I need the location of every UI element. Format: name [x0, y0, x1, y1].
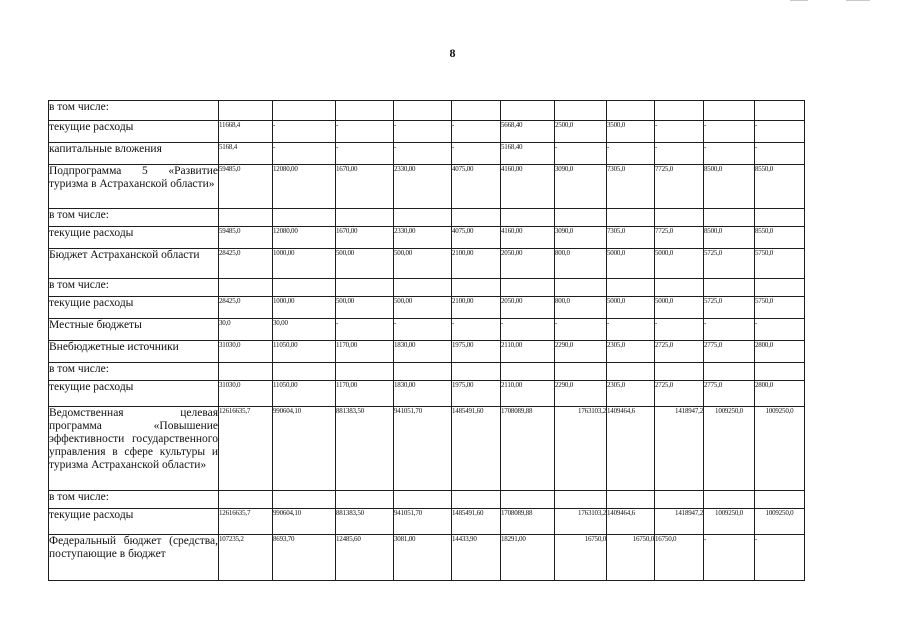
cell-year: 881383,50: [336, 509, 394, 535]
cell-year: -: [607, 319, 655, 341]
cell-year: 1000,00: [273, 249, 336, 279]
cell-year: [452, 363, 501, 381]
cell-year: 941051,70: [394, 509, 452, 535]
cell-year: 18291,00: [501, 535, 555, 581]
cell-year: 1485491,60: [452, 407, 501, 491]
cell-year: [555, 491, 607, 509]
cell-year: 8550,0: [755, 165, 805, 209]
cell-year: [607, 209, 655, 227]
cell-year: -: [655, 319, 704, 341]
cell-year: [755, 363, 805, 381]
table-row: [49, 279, 805, 297]
cell-year: 5000,0: [607, 297, 655, 319]
scan-edge-mark: [790, 0, 808, 1]
cell-total: [219, 279, 273, 297]
cell-year: 2330,00: [394, 165, 452, 209]
table-row: [49, 363, 805, 381]
cell-year: 3090,0: [555, 165, 607, 209]
cell-total: [219, 209, 273, 227]
cell-year: 16750,0: [555, 535, 607, 581]
cell-year: [555, 363, 607, 381]
cell-year: 4075,00: [452, 165, 501, 209]
cell-year: -: [336, 319, 394, 341]
cell-year: 2800,0: [755, 341, 805, 363]
row-label: текущие расходы: [49, 509, 219, 535]
cell-year: 1009250,0: [755, 407, 805, 491]
cell-year: [273, 363, 336, 381]
table-row: [49, 249, 805, 279]
table-row: [49, 491, 805, 509]
cell-year: [755, 279, 805, 297]
cell-total: 28425,0: [219, 297, 273, 319]
cell-year: [336, 363, 394, 381]
cell-year: [755, 101, 805, 121]
cell-year: [704, 279, 755, 297]
cell-year: 7305,0: [607, 227, 655, 249]
table-row: [49, 297, 805, 319]
cell-year: -: [704, 121, 755, 143]
cell-year: 5000,0: [655, 249, 704, 279]
cell-year: [394, 209, 452, 227]
cell-year: 1170,00: [336, 341, 394, 363]
cell-year: [452, 101, 501, 121]
cell-year: 500,00: [394, 297, 452, 319]
cell-year: 1009250,0: [704, 509, 755, 535]
table-row: [49, 227, 805, 249]
cell-year: 12485,60: [336, 535, 394, 581]
cell-year: -: [336, 143, 394, 165]
cell-year: 881383,50: [336, 407, 394, 491]
cell-year: [336, 101, 394, 121]
cell-year: 2110,00: [501, 381, 555, 407]
cell-year: [555, 101, 607, 121]
row-label: текущие расходы: [49, 297, 219, 319]
cell-year: -: [755, 143, 805, 165]
cell-year: 3500,0: [607, 121, 655, 143]
cell-year: 11050,00: [273, 341, 336, 363]
cell-year: [394, 363, 452, 381]
table-row: [49, 341, 805, 363]
cell-year: 5668,40: [501, 121, 555, 143]
cell-year: [394, 101, 452, 121]
cell-year: 1409464,6: [607, 407, 655, 491]
cell-year: 12080,00: [273, 227, 336, 249]
cell-year: 990604,10: [273, 509, 336, 535]
cell-year: -: [655, 143, 704, 165]
cell-total: 30,0: [219, 319, 273, 341]
cell-year: 4160,00: [501, 227, 555, 249]
cell-year: 16750,0: [607, 535, 655, 581]
cell-year: 800,0: [555, 249, 607, 279]
cell-year: -: [755, 319, 805, 341]
cell-year: [655, 279, 704, 297]
table-body: [49, 101, 805, 581]
cell-year: 3081,00: [394, 535, 452, 581]
cell-year: 941051,70: [394, 407, 452, 491]
cell-year: [555, 279, 607, 297]
table-row: [49, 509, 805, 535]
cell-year: 1670,00: [336, 227, 394, 249]
cell-year: 5750,0: [755, 249, 805, 279]
cell-year: 1975,00: [452, 381, 501, 407]
cell-year: 7725,0: [655, 227, 704, 249]
row-label: в том числе:: [49, 101, 219, 121]
cell-year: -: [655, 121, 704, 143]
cell-total: [219, 491, 273, 509]
row-label: текущие расходы: [49, 381, 219, 407]
cell-year: [704, 363, 755, 381]
cell-year: 5168,40: [501, 143, 555, 165]
cell-year: 2290,0: [555, 341, 607, 363]
cell-year: 8500,0: [704, 165, 755, 209]
cell-year: 1670,00: [336, 165, 394, 209]
cell-year: 8550,0: [755, 227, 805, 249]
cell-year: 990604,10: [273, 407, 336, 491]
row-label: Федеральный бюджет (средства, поступающие в бюджет: [49, 535, 219, 581]
cell-total: 59485,0: [219, 165, 273, 209]
cell-year: 2290,0: [555, 381, 607, 407]
row-label: Внебюджетные источники: [49, 341, 219, 363]
table-row: [49, 209, 805, 227]
row-label: Бюджет Астраханской области: [49, 249, 219, 279]
cell-year: [607, 101, 655, 121]
cell-year: 4160,00: [501, 165, 555, 209]
cell-total: 59485,0: [219, 227, 273, 249]
cell-year: -: [273, 143, 336, 165]
cell-year: 2110,00: [501, 341, 555, 363]
cell-year: -: [394, 143, 452, 165]
cell-year: 1009250,0: [755, 509, 805, 535]
cell-year: 500,00: [336, 249, 394, 279]
cell-year: [704, 209, 755, 227]
cell-year: 7305,0: [607, 165, 655, 209]
table-row: [49, 319, 805, 341]
cell-year: [501, 279, 555, 297]
cell-year: 2050,00: [501, 297, 555, 319]
cell-year: 1830,00: [394, 341, 452, 363]
cell-year: -: [555, 319, 607, 341]
cell-year: 1409464,6: [607, 509, 655, 535]
cell-year: 1418947,2: [655, 509, 704, 535]
cell-year: -: [336, 121, 394, 143]
table-row: [49, 165, 805, 209]
cell-year: [273, 101, 336, 121]
cell-year: [607, 363, 655, 381]
cell-year: [655, 363, 704, 381]
cell-year: [501, 363, 555, 381]
cell-year: -: [452, 143, 501, 165]
cell-year: -: [755, 121, 805, 143]
cell-year: 7725,0: [655, 165, 704, 209]
cell-year: [273, 209, 336, 227]
cell-year: 5000,0: [655, 297, 704, 319]
cell-year: [755, 491, 805, 509]
cell-year: 2100,00: [452, 297, 501, 319]
table-row: [49, 407, 805, 491]
cell-year: 1485491,60: [452, 509, 501, 535]
row-label: в том числе:: [49, 491, 219, 509]
cell-year: -: [555, 143, 607, 165]
cell-year: [607, 491, 655, 509]
cell-year: [501, 491, 555, 509]
cell-year: [273, 279, 336, 297]
cell-year: 1708089,88: [501, 509, 555, 535]
cell-total: 107235,2: [219, 535, 273, 581]
row-label: текущие расходы: [49, 227, 219, 249]
cell-total: 31030,0: [219, 381, 273, 407]
cell-year: [452, 279, 501, 297]
cell-year: 1975,00: [452, 341, 501, 363]
cell-year: -: [501, 319, 555, 341]
cell-year: 1830,00: [394, 381, 452, 407]
cell-year: 2775,0: [704, 341, 755, 363]
row-label: в том числе:: [49, 363, 219, 381]
cell-year: 800,0: [555, 297, 607, 319]
cell-year: 1170,00: [336, 381, 394, 407]
cell-year: [273, 491, 336, 509]
cell-year: 2305,0: [607, 381, 655, 407]
cell-year: 14433,90: [452, 535, 501, 581]
row-label: в том числе:: [49, 279, 219, 297]
cell-year: 30,00: [273, 319, 336, 341]
cell-year: 4075,00: [452, 227, 501, 249]
table-row: [49, 143, 805, 165]
cell-year: 2500,0: [555, 121, 607, 143]
cell-year: 1418947,2: [655, 407, 704, 491]
cell-year: 8693,70: [273, 535, 336, 581]
cell-year: -: [704, 535, 755, 581]
cell-year: -: [704, 319, 755, 341]
cell-year: 1763103,2: [555, 407, 607, 491]
row-label: в том числе:: [49, 209, 219, 227]
cell-year: -: [755, 535, 805, 581]
table-row: [49, 121, 805, 143]
table-row: [49, 535, 805, 581]
cell-total: 31030,0: [219, 341, 273, 363]
cell-year: 1763103,2: [555, 509, 607, 535]
cell-total: [219, 363, 273, 381]
cell-year: 2050,00: [501, 249, 555, 279]
cell-year: -: [452, 319, 501, 341]
cell-total: [219, 101, 273, 121]
cell-year: [655, 491, 704, 509]
cell-total: 11668,4: [219, 121, 273, 143]
cell-year: [501, 101, 555, 121]
cell-year: [336, 209, 394, 227]
cell-year: [501, 209, 555, 227]
scan-edge-mark: [846, 0, 870, 1]
cell-year: 2330,00: [394, 227, 452, 249]
cell-year: -: [273, 121, 336, 143]
cell-total: 12616635,7: [219, 407, 273, 491]
cell-year: 2725,0: [655, 341, 704, 363]
cell-year: 2725,0: [655, 381, 704, 407]
cell-year: [607, 279, 655, 297]
cell-year: 2800,0: [755, 381, 805, 407]
cell-year: 3090,0: [555, 227, 607, 249]
cell-year: 500,00: [336, 297, 394, 319]
cell-year: [452, 491, 501, 509]
cell-year: 5725,0: [704, 249, 755, 279]
cell-year: [336, 491, 394, 509]
cell-year: [655, 209, 704, 227]
cell-year: 12080,00: [273, 165, 336, 209]
budget-table: [48, 100, 805, 581]
cell-year: 5000,0: [607, 249, 655, 279]
row-label: Местные бюджеты: [49, 319, 219, 341]
table-row: [49, 101, 805, 121]
cell-year: [755, 209, 805, 227]
cell-year: 5750,0: [755, 297, 805, 319]
cell-year: [704, 101, 755, 121]
cell-year: 1708089,88: [501, 407, 555, 491]
cell-year: 11050,00: [273, 381, 336, 407]
cell-year: 2305,0: [607, 341, 655, 363]
cell-year: -: [394, 319, 452, 341]
cell-year: -: [704, 143, 755, 165]
cell-year: -: [394, 121, 452, 143]
cell-year: 1000,00: [273, 297, 336, 319]
cell-total: 28425,0: [219, 249, 273, 279]
cell-year: -: [607, 143, 655, 165]
cell-year: [655, 101, 704, 121]
cell-year: 16750,0: [655, 535, 704, 581]
cell-year: [394, 491, 452, 509]
cell-year: [555, 209, 607, 227]
table-row: [49, 381, 805, 407]
cell-year: -: [452, 121, 501, 143]
cell-year: 1009250,0: [704, 407, 755, 491]
cell-year: [336, 279, 394, 297]
cell-year: [394, 279, 452, 297]
cell-year: 2100,00: [452, 249, 501, 279]
cell-year: 2775,0: [704, 381, 755, 407]
row-label: текущие расходы: [49, 121, 219, 143]
cell-year: [452, 209, 501, 227]
cell-total: 5168,4: [219, 143, 273, 165]
cell-total: 12616635,7: [219, 509, 273, 535]
row-label: Подпрограмма 5 «Развитие туризма в Астраханской области»: [49, 165, 219, 209]
cell-year: 5725,0: [704, 297, 755, 319]
cell-year: 8500,0: [704, 227, 755, 249]
row-label: капитальные вложения: [49, 143, 219, 165]
cell-year: 500,00: [394, 249, 452, 279]
page-number: 8: [449, 46, 456, 60]
row-label: Ведомственная целевая программа «Повышение эффективности государственного управления в сфере культуры и туризма Астраханской области»: [49, 407, 219, 491]
cell-year: [704, 491, 755, 509]
